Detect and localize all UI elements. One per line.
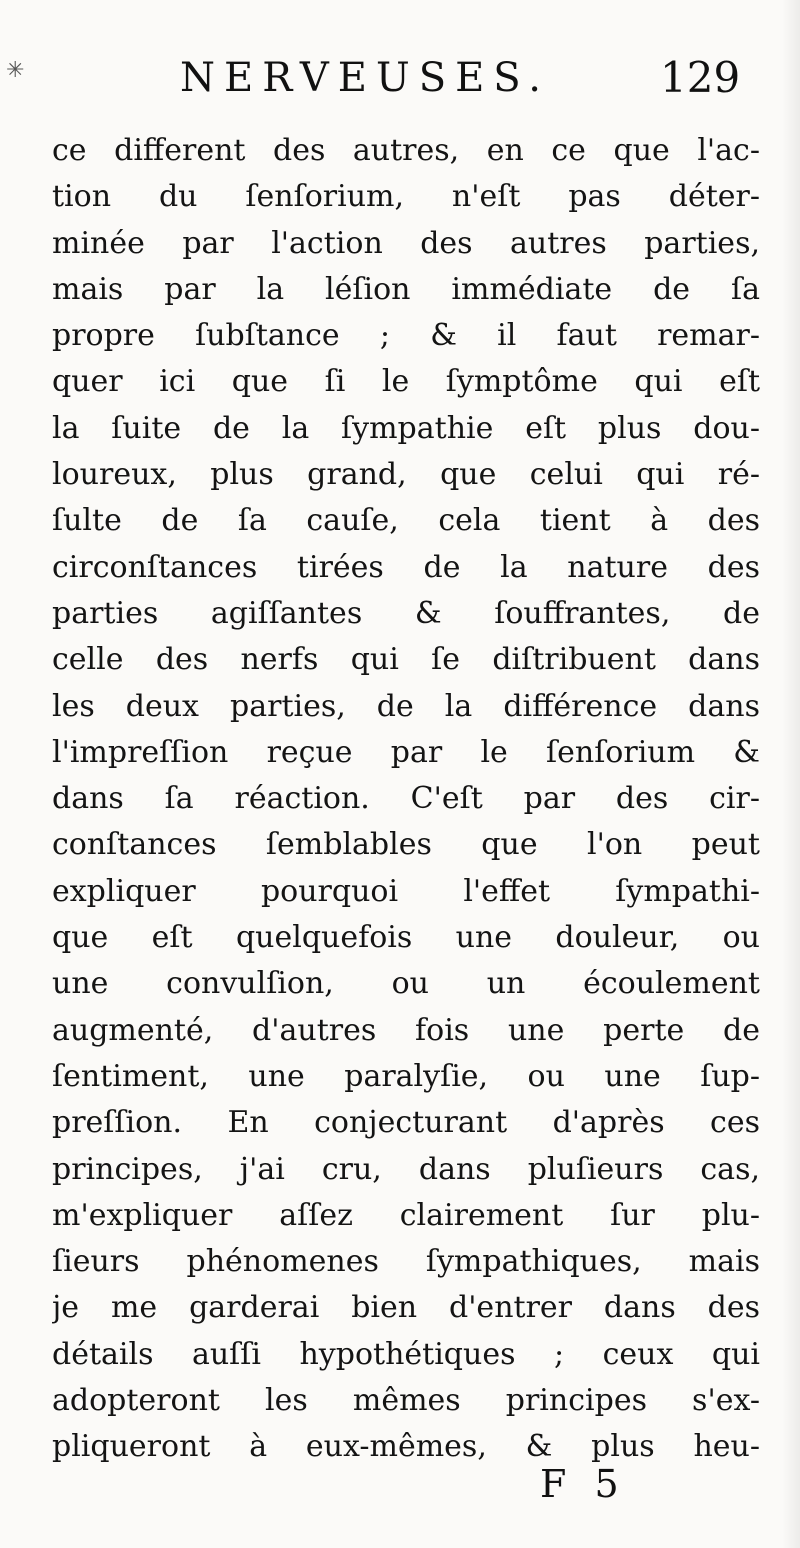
text-line: détails auſſi hypothétiques ; ceux qui: [52, 1336, 760, 1372]
text-line: mais par la léſion immédiate de ſa: [52, 271, 760, 307]
text-line: pliqueront à eux-mêmes, & plus heu-: [52, 1429, 760, 1465]
text-line: parties agiſſantes & ſouffrantes, de: [52, 595, 760, 631]
text-line: ſulte de ſa cauſe, cela tient à des: [52, 503, 760, 539]
text-line: loureux, plus grand, que celui qui ré-: [52, 457, 760, 493]
text-line: ce different des autres, en ce que l'ac-: [52, 133, 760, 168]
running-head: NERVEUSES.: [180, 55, 550, 101]
text-line: adopteront les mêmes principes s'ex-: [52, 1383, 760, 1419]
text-line: une convulſion, ou un écoulement: [52, 966, 760, 1002]
text-line: conſtances ſemblables que l'on peut: [52, 827, 760, 863]
body-text: [52, 128, 760, 1471]
text-line: quer ici que ſi le ſymptôme qui eſt: [52, 364, 760, 400]
text-line: l'impreſſion reçue par le ſenſorium &: [52, 734, 760, 770]
page-number: 129: [660, 53, 741, 102]
text-line: circonſtances tirées de la nature des: [52, 549, 760, 585]
text-line: tion du ſenſorium, n'eſt pas déter-: [52, 179, 760, 215]
text-line: que eſt quelquefois une douleur, ou: [52, 920, 760, 956]
text-line: les deux parties, de la différence dans: [52, 688, 760, 724]
text-line: preſſion. En conjecturant d'après ces: [52, 1105, 760, 1141]
text-line: expliquer pourquoi l'effet ſympathi-: [52, 873, 760, 909]
text-line: propre ſubſtance ; & il faut remar-: [52, 318, 760, 354]
text-line: minée par l'action des autres parties,: [52, 225, 760, 261]
text-line: augmenté, d'autres fois une perte de: [52, 1012, 760, 1048]
text-line: m'expliquer aſſez clairement ſur plu-: [52, 1197, 760, 1233]
text-line: celle des nerfs qui ſe diſtribuent dans: [52, 642, 760, 678]
text-line: dans ſa réaction. C'eſt par des cir-: [52, 781, 760, 817]
signature-mark: F 5: [540, 1462, 627, 1506]
margin-mark: ✳: [6, 58, 25, 83]
text-line: principes, j'ai cru, dans pluſieurs cas,: [52, 1151, 760, 1187]
text-line: ſieurs phénomenes ſympathiques, mais: [52, 1244, 760, 1280]
page-header: [0, 52, 800, 112]
text-line: je me garderai bien d'entrer dans des: [52, 1290, 760, 1326]
text-line: la ſuite de la ſympathie eſt plus dou-: [52, 410, 760, 446]
text-line: ſentiment, une paralyſie, ou une ſup-: [52, 1058, 760, 1094]
